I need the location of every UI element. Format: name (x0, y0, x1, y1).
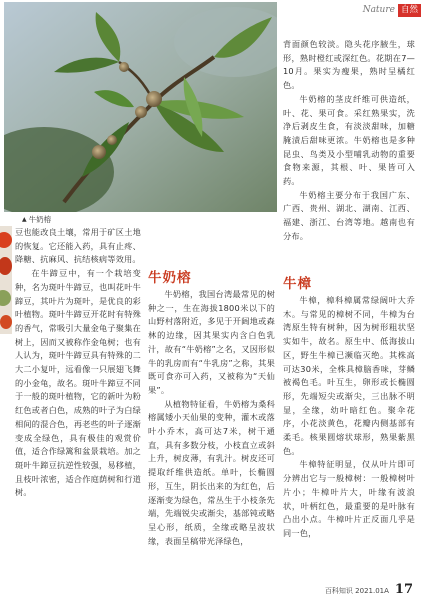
col2-paragraph-2: 从植物特征看，牛奶榕为桑科榕属矮小天仙果的变种，灌木或落叶小乔木，高可达7米，树干通直，具有多数分枝，小枝直立或斜上升，树皮薄，有乳汁。树皮还可提取纤维供造纸。单叶，长椭圆形，互生，阴长出来的为红色，后逐渐变为绿色，常丛生于小枝条先端，先端锐尖或渐尖，基部钝或略呈心形，纸质，全缘或略呈波状缘，表面呈稿带光泽绿色， (148, 398, 275, 546)
milk-fig-photo (4, 2, 277, 212)
page-number: 17 (394, 582, 413, 597)
heading-milk-fig: 牛奶榕 (148, 270, 192, 286)
column-3-lower (283, 294, 415, 541)
col1-paragraph-2: 在牛蹄豆中，有一个栽培变种，名为斑叶牛蹄豆，也叫花叶牛蹄豆，其叶片为斑叶，是优良的彩叶植物。斑叶牛蹄豆开花时有特殊的香气，常吸引大量金龟子聚集在树上，因而又被称作金龟树；也有人认为，斑叶牛蹄豆具有特殊的二大二小复叶，远看像一只展翅飞舞的小金龟，故名。斑叶牛蹄豆不同于一般的斑叶植物，它的新叶为粉红色或者白色，成熟的叶子为白绿相间的混合色，再老些的叶子逐渐变成全绿色，具有极佳的观赏价值，适合作绿篱和盆景栽培。加之斑叶牛蹄豆抗逆性较强，易移植，且枝叶浓密，适合作庭荫树和行道树。 (15, 268, 141, 498)
heading-niu-zhang: 牛樟 (283, 276, 312, 292)
col3b-paragraph-2: 牛樟特征明显，仅从叶片即可分辨出它与一般樟树：一般樟树叶片小；牛樟叶片大，叶缘有波浪状，叶柄红色，最重要的是叶脉有凸出小点。牛樟叶片正反面几乎是同一色， (283, 459, 415, 538)
column-1 (15, 226, 141, 500)
column-3 (283, 38, 415, 244)
edge-flower-image (0, 226, 12, 334)
col3-paragraph-2: 牛奶榕的茎皮纤维可供造纸，叶、花、果可食。采红熟果实，洗净后剥皮生食，有淡淡甜味，加糖腌渍后甜味更浓。牛奶榕也是多种昆虫、鸟类及小型哺乳动物的重要食物来源，其根、叶、果皆可入药。 (283, 93, 415, 187)
caption-triangle-icon: ▲ (22, 216, 27, 223)
col1-paragraph-1: 豆也能改良土壤，常用于矿区土地的恢复。它还能入药，具有止疼、降糖、抗麻风、抗结核病等效用。 (15, 227, 141, 265)
col2-paragraph-1: 牛奶榕，我国台湾最常见的树种之一，生在海拔1800米以下的山野村落附近，多见于开阔地或森林的边缘，因其果实内含白色乳汁，故有“牛奶榕”之名，又因形似牛的乳房而有“牛乳房”之称，其果既可食亦可入药，又被称为“天仙果”。 (148, 289, 275, 395)
column-2 (148, 288, 275, 548)
col3b-paragraph-1: 牛樟，樟科樟属常绿阔叶大乔木。与常见的樟树不同，牛樟为台湾原生特有树种，因为树形粗状坚实如牛，故名。原生中、低海拔山区，野生牛樟已濒临灭绝。其株高可达30米，全株具樟脑香味，芽鳞被褐色毛。叶互生，卵形或长椭圆形，先端短尖或渐尖，三出脉不明显，全缘，幼叶暗红色。聚伞花序，小花淡黄色，花瓣内侧基部有柔毛。核果圆熔状球形，熟果紫黑色。 (283, 295, 415, 456)
col3-paragraph-1: 背面颜色较淡。隐头花序腋生，球形，熟时橙红或深红色。花期在7—10月。果实为瘦果，熟时呈橘红色。 (283, 39, 415, 91)
photo-caption (22, 214, 51, 225)
edge-flower-photo (0, 226, 12, 334)
milk-fig-photo-image (4, 2, 277, 212)
section-tag (363, 3, 421, 17)
photo-caption-text: 牛奶榕 (28, 215, 52, 224)
section-tag-zh: 自然 (398, 4, 421, 17)
section-tag-en: Nature (362, 5, 395, 15)
page-footer (325, 582, 413, 597)
col3-paragraph-3: 牛奶榕主要分布于我国广东、广西、贵州、湖北、湖南、江西、福建、浙江、台湾等地。越南也有分布。 (283, 189, 415, 241)
issue-label: 百科知识 2021.01A (324, 587, 389, 595)
